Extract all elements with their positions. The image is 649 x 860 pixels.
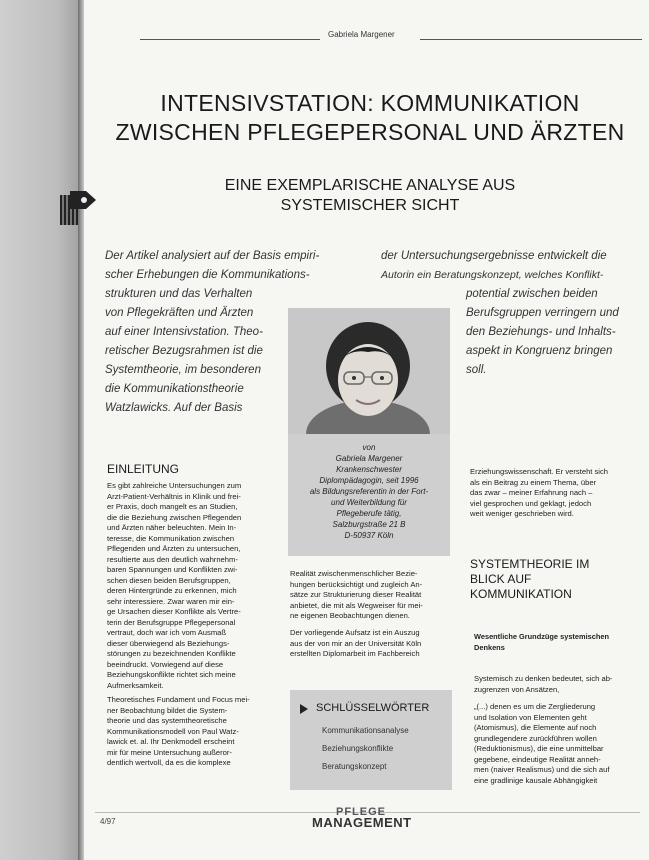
heading-line: BLICK AUF: [470, 572, 532, 586]
lead-right-6: soll.: [466, 364, 487, 376]
lead-left-5: retischer Bezugsrahmen ist die: [105, 345, 263, 357]
text-line: lawick et. al. Ihr Denkmodell erscheint: [107, 737, 235, 746]
lead-left-3: von Pflegekräften und Ärzten: [105, 307, 254, 319]
article-subtitle-line2: SYSTEMISCHER SICHT: [280, 197, 460, 214]
text-line: Wesentliche Grundzüge systemischen: [474, 632, 609, 641]
text-line: „(...) denen es um die Zergliederung: [474, 702, 596, 711]
text-line: theorie und das systemtheoretische: [107, 716, 227, 725]
lead-left-6: Systemtheorie, im besonderen: [105, 364, 261, 376]
keyword-item: Beratungskonzept: [322, 762, 387, 771]
page-edge-shadow: [0, 0, 82, 860]
caption-line: als Bildungsreferentin in der Fort-: [309, 487, 429, 496]
header-rule-left: [140, 39, 320, 40]
text-line: Denkens: [474, 642, 505, 652]
text-line: schen diesen beiden Berufsgruppen,: [107, 575, 231, 585]
page-number: 4/97: [100, 817, 116, 826]
text-line: teresse, die Kommunikation zwischen: [107, 533, 235, 543]
text-line: störungen zu bezeichnenden Konflikte: [107, 649, 236, 658]
col1-paragraph-1: [107, 481, 277, 691]
col1-paragraph-2: [107, 695, 277, 769]
text-line: dentlich wertvoll, da es die komplexe: [107, 758, 231, 767]
text-line: (Reduktionismus), die eine unmittelbar: [474, 744, 604, 753]
text-line: dieser überwiegend als Beziehungs-: [107, 638, 230, 648]
text-line: Erziehungswissenschaft. Er versteht sich: [470, 467, 609, 476]
text-line: viel gesprochen und geklagt, jedoch: [470, 498, 592, 508]
text-line: aus der von mir an der Universität Köln: [290, 638, 422, 648]
author-photo: [288, 308, 450, 434]
heading-line: SYSTEMTHEORIE IM: [470, 557, 590, 571]
text-line: das zwar – meiner Erfahrung nach –: [470, 488, 593, 497]
text-line: baren Spannungen und Konflikten zwi-: [107, 565, 238, 574]
text-line: Systemisch zu denken bedeutet, sich ab-: [474, 674, 613, 683]
lead-left-0: Der Artikel analysiert auf der Basis empiri-: [105, 250, 320, 262]
text-line: vertraut, doch war ich vom Ausmaß: [107, 628, 227, 637]
keyword-item: Kommunikationsanalyse: [322, 726, 409, 735]
lead-right-3: Berufsgruppen verringern und: [466, 307, 619, 319]
magazine-logo-top: PFLEGE: [336, 806, 387, 818]
article-title-line1: INTENSIVSTATION: KOMMUNIKATION: [160, 90, 580, 116]
text-line: terin der Berufsgruppe Pflegepersonal: [107, 617, 236, 627]
col2-paragraph-2: [290, 628, 455, 660]
caption-line: Diplompädagogin, seit 1996: [319, 476, 419, 485]
author-portrait-icon: [288, 308, 450, 434]
text-line: mir für meine Untersuchung außeror-: [107, 747, 232, 757]
col2-paragraph-1: [290, 569, 455, 622]
keywords-box: [290, 690, 452, 790]
caption-line: und Weiterbildung für: [331, 498, 407, 507]
text-line: Beziehungskonflikte richtet sich meine: [107, 670, 236, 679]
article-subtitle-line1: EINE EXEMPLARISCHE ANALYSE AUS: [224, 177, 516, 194]
text-line: als ein Beitrag zu einem Thema, über: [470, 477, 597, 487]
caption-line: D-50937 Köln: [344, 531, 394, 540]
col3-paragraph-3: [474, 702, 640, 786]
heading-line: KOMMUNIKATION: [470, 587, 572, 601]
caption-line: Gabriela Margener: [335, 454, 403, 463]
lead-right-0: der Untersuchungsergebnisse entwickelt die: [381, 250, 607, 262]
lead-left-2: strukturen und das Verhalten: [105, 288, 253, 300]
text-line: Arzt-Patient-Verhältnis in Klinik und frei-: [107, 491, 241, 501]
text-line: die die Beziehung zwischen Pflegenden: [107, 512, 242, 522]
section-heading-einleitung: EINLEITUNG: [107, 462, 180, 476]
text-line: und Ärzten näher beleuchten. Mein In-: [107, 523, 237, 532]
text-line: Realität zwischenmenschlicher Bezie-: [290, 569, 418, 578]
binding-spine: [78, 0, 84, 860]
lead-right-4: den Beziehungs- und Inhalts-: [466, 326, 616, 338]
text-line: Der vorliegende Aufsatz ist ein Auszug: [290, 628, 420, 637]
text-line: sätze zur Strukturierung dieser Realität: [290, 590, 422, 599]
lead-right-5: aspekt in Kongruenz bringen: [466, 345, 613, 357]
lead-left-4: auf einer Intensivstation. Theo-: [105, 326, 263, 338]
col3-paragraph-2: [474, 674, 640, 695]
caption-line: Krankenschwester: [336, 465, 402, 474]
keywords-heading: SCHLÜSSELWÖRTER: [316, 702, 430, 714]
section-heading-systemtheorie: [470, 557, 589, 602]
text-line: erstellten Diplomarbeit im Fachbereich: [290, 649, 420, 658]
text-line: ge Ursachen dieser Konflikte als Vertre-: [107, 607, 241, 616]
lead-right-2: potential zwischen beiden: [466, 288, 598, 300]
text-line: anbietet, die mit als Wegweiser für mei-: [290, 600, 423, 610]
text-line: ner Beobachtung bildet die System-: [107, 705, 228, 715]
lead-left-8: Watzlawicks. Auf der Basis: [105, 402, 243, 414]
text-line: er Praxis, doch mangelt es an Studien,: [107, 502, 238, 511]
text-line: resultierte aus den deutlich wahrnehm-: [107, 554, 238, 564]
col3-subheading: [474, 632, 640, 653]
text-line: eine gradlinige kausale Abhängigkeit: [474, 775, 598, 785]
header-rule-right: [420, 39, 642, 40]
triangle-bullet-icon: [300, 704, 308, 714]
text-line: ne eigenen Beobachtungen dienen.: [290, 611, 410, 620]
article-title-line2: ZWISCHEN PFLEGEPERSONAL UND ÄRZTEN: [115, 119, 625, 145]
text-line: hungen berücksichtigt und zugleich An-: [290, 579, 423, 589]
text-line: Aufmerksamkeit.: [107, 680, 164, 690]
lead-right-1: Autorin ein Beratungskonzept, welches Konflikt-: [381, 269, 604, 281]
magazine-logo-bottom: MANAGEMENT: [312, 815, 412, 830]
col3-paragraph-1: [470, 467, 640, 520]
text-line: Es gibt zahlreiche Untersuchungen zum: [107, 481, 242, 490]
caption-line: von: [362, 443, 376, 452]
text-line: sehr interessiere. Zwar waren mir ein-: [107, 596, 235, 606]
arrow-tab-icon: [70, 191, 96, 209]
text-line: und Isolation von Elementen geht: [474, 712, 587, 722]
text-line: Theoretisches Fundament und Focus mei-: [107, 695, 250, 704]
text-line: (Atomismus), die Elemente auf noch: [474, 723, 597, 732]
caption-line: Pflegeberufe tätig,: [336, 509, 402, 518]
text-line: zugrenzen von Ansätzen,: [474, 684, 560, 694]
text-line: deren Hintergründe zu erkennen, mich: [107, 586, 237, 595]
text-line: Pflegenden und Ärzten zu untersuchen,: [107, 544, 241, 553]
author-caption: [288, 434, 450, 556]
header-author: Gabriela Margener: [328, 30, 395, 39]
text-line: Kommunikationsmodell von Paul Watz-: [107, 726, 239, 736]
lead-left-1: scher Erhebungen die Kommunikations-: [105, 269, 310, 281]
text-line: gegebene, eindeutige Realität anneh-: [474, 754, 601, 764]
caption-line: Salzburgstraße 21 B: [332, 520, 406, 529]
lead-left-7: die Kommunikationstheorie: [105, 383, 244, 395]
text-line: weit weniger geschrieben wird.: [470, 509, 574, 518]
text-line: beeindruckt. Vorwiegend auf diese: [107, 659, 224, 669]
keyword-item: Beziehungskonflikte: [322, 744, 394, 753]
text-line: grundlegendere zurückführen wollen: [474, 733, 597, 743]
text-line: men (naiver Realismus) und die sich auf: [474, 765, 610, 774]
